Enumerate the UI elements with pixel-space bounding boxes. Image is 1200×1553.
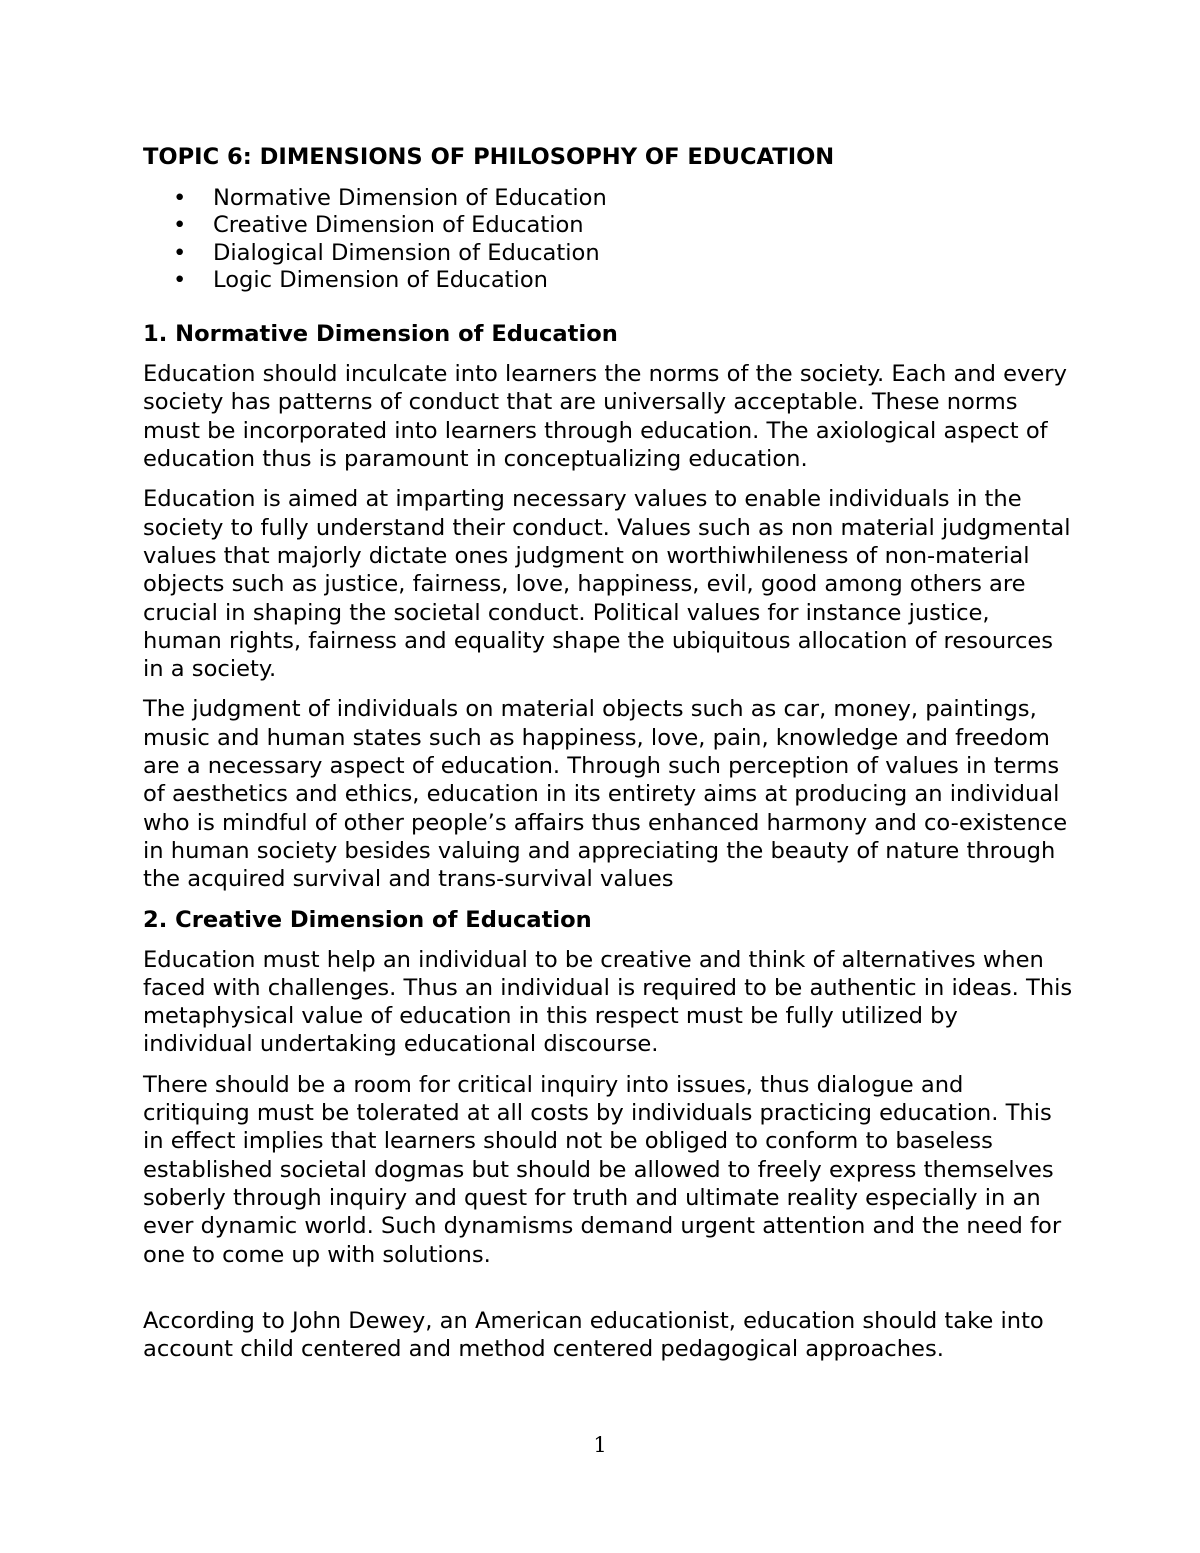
bullet-icon: • (173, 239, 187, 266)
list-item-label: Logic Dimension of Education (213, 266, 548, 293)
document-title: TOPIC 6: DIMENSIONS OF PHILOSOPHY OF EDUCATION (143, 144, 835, 170)
paragraph: Education should inculcate into learners the norms of the society. Each and every society has patterns of conduct that are universally acceptable. These norms must be incorporated into learners through education. The axiological aspect of education thus is paramount in conceptualizing education. (143, 361, 1067, 473)
document-page (143, 143, 1073, 1375)
section-normative-dimension (143, 320, 1073, 893)
section-heading: 1. Normative Dimension of Education (143, 321, 618, 348)
page-number: 1 (593, 1433, 607, 1457)
section-creative-dimension (143, 906, 1073, 1364)
list-item (143, 212, 1073, 239)
paragraph: Education must help an individual to be creative and think of alternatives when faced with challenges. Thus an individual is required to be authentic in ideas. This metaphysical value of education in this respect must be fully utilized by individual undertaking educational discourse. (143, 946, 1073, 1058)
list-item-label: Normative Dimension of Education (213, 185, 607, 211)
bullet-icon: • (173, 185, 187, 211)
bullet-icon: • (173, 212, 187, 239)
list-item-label: Dialogical Dimension of Education (213, 239, 600, 266)
section-heading: 2. Creative Dimension of Education (143, 906, 592, 933)
paragraph: According to John Dewey, an American educationist, education should take into account child centered and method centered pedagogical approaches. (143, 1307, 1044, 1363)
list-item (143, 240, 1073, 267)
paragraph: The judgment of individuals on material objects such as car, money, paintings, music and human states such as happiness, love, pain, knowledge and freedom are a necessary aspect of education. Through such perception of values in terms of aesthetics and ethics, education in its entirety aims at producing an individual who is mindful of other people’s affairs thus enhanced harmony and co-existence in human society besides valuing and appreciating the beauty of nature through the acquired survival and trans-survival values (143, 696, 1068, 893)
paragraph: There should be a room for critical inquiry into issues, thus dialogue and critiquing must be tolerated at all costs by individuals practicing education. This in effect implies that learners should not be obliged to conform to baseless established societal dogmas but should be allowed to freely express themselves soberly through inquiry and quest for truth and ultimate reality especially in an ever dynamic world. Such dynamisms demand urgent attention and the need for one to come up with solutions. (143, 1071, 1062, 1268)
topic-list (143, 185, 1073, 294)
list-item (143, 185, 1073, 212)
paragraph: Education is aimed at imparting necessary values to enable individuals in the society to fully understand their conduct. Values such as non material judgmental values that majorly dictate ones judgment on worthiwhileness of non-material objects such as justice, fairness, love, happiness, evil, good among others are crucial in shaping the societal conduct. Political values for instance justice, human rights, fairness and equality shape the ubiquitous allocation of resources in a society. (143, 486, 1071, 683)
list-item-label: Creative Dimension of Education (213, 212, 584, 239)
bullet-icon: • (173, 266, 187, 293)
list-item (143, 267, 1073, 294)
